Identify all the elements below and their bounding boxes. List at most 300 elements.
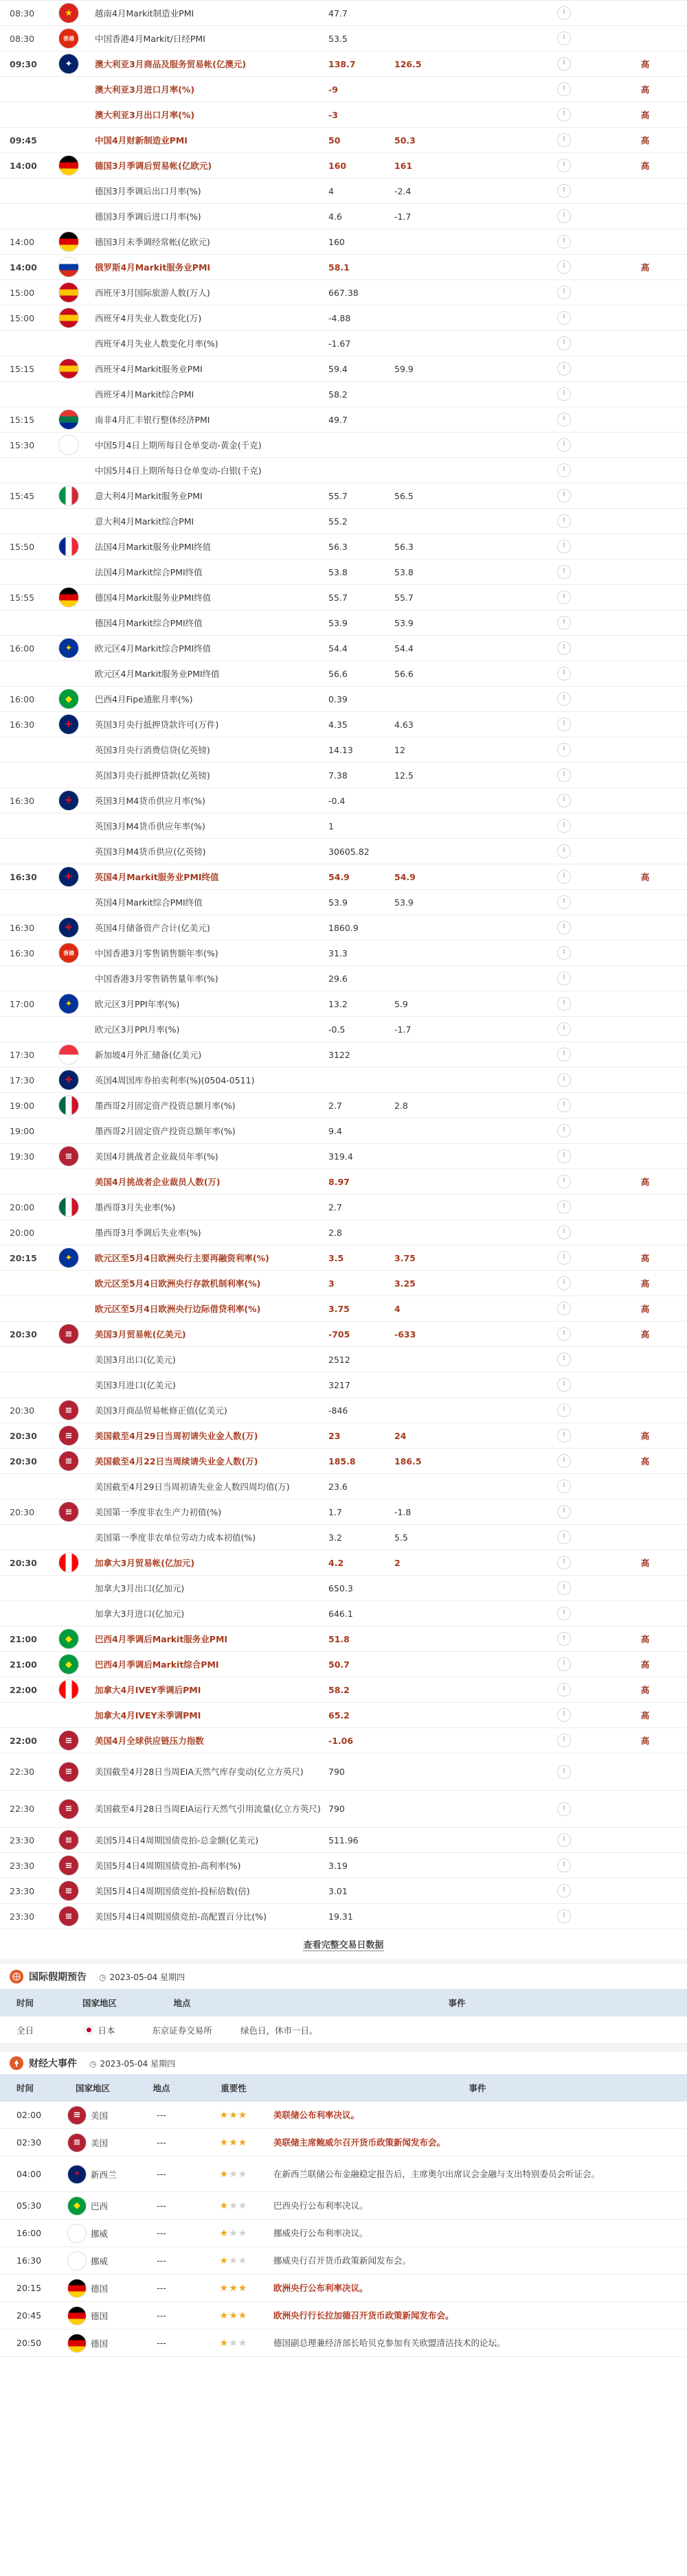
importance-label: 高 [640, 1253, 650, 1263]
alarm-clock-icon[interactable] [557, 1909, 571, 1923]
previous-value: 4.2 [328, 1557, 344, 1568]
calendar-row[interactable] [0, 382, 687, 407]
indicator-name[interactable]: 墨西哥3月失业率(%) [95, 1202, 176, 1212]
calendar-row[interactable] [0, 356, 687, 382]
alarm-clock-icon[interactable] [557, 133, 571, 147]
calendar-row[interactable] [0, 737, 687, 763]
indicator-name[interactable]: 英国4周国库券拍卖利率(%)(0504-0511) [95, 1075, 255, 1085]
forecast-value: 3.25 [394, 1278, 416, 1289]
indicator-name[interactable]: 中国香港4月Markit/日经PMI [95, 34, 205, 44]
alarm-clock-icon[interactable] [557, 1302, 571, 1315]
indicator-name[interactable]: 美国3月贸易帐(亿美元) [95, 1329, 186, 1339]
calendar-row[interactable] [0, 1195, 687, 1220]
alarm-clock-icon[interactable] [557, 57, 571, 71]
alarm-clock-icon[interactable] [557, 1859, 571, 1872]
indicator-name[interactable]: 欧元区3月PPI年率(%) [95, 999, 180, 1009]
calendar-row[interactable] [0, 1322, 687, 1347]
calendar-row[interactable] [0, 26, 687, 51]
calendar-row[interactable] [0, 1068, 687, 1093]
calendar-row[interactable] [0, 458, 687, 483]
calendar-row[interactable] [0, 1169, 687, 1195]
indicator-name[interactable]: 美国截至4月29日当周初请失业金人数四周均值(万) [95, 1482, 290, 1492]
eu-flag-icon: ✦ [58, 1247, 79, 1268]
alarm-clock-icon[interactable] [557, 286, 571, 299]
importance-stars [199, 2255, 268, 2266]
indicator-name[interactable]: 加拿大4月IVEY未季调PMI [95, 1710, 201, 1721]
indicator-name[interactable]: 美国3月出口(亿美元) [95, 1355, 176, 1365]
col-importance: 重要性 [221, 2083, 247, 2093]
indicator-name[interactable]: 墨西哥2月固定资产投资总额年率(%) [95, 1126, 236, 1136]
indicator-name[interactable]: 英国4月Markit综合PMI终值 [95, 897, 203, 908]
calendar-row[interactable] [0, 610, 687, 636]
alarm-clock-icon[interactable] [557, 108, 571, 122]
indicator-name[interactable]: 意大利4月Markit综合PMI [95, 516, 194, 527]
indicator-name[interactable]: 加拿大3月贸易帐(亿加元) [95, 1558, 195, 1568]
alarm-cell [523, 1251, 605, 1265]
indicator-name[interactable]: 美国5月4日4周期国债竞拍-总金额(亿美元) [95, 1835, 259, 1845]
calendar-row[interactable] [0, 966, 687, 991]
alarm-clock-icon[interactable] [557, 1884, 571, 1898]
calendar-row[interactable] [0, 661, 687, 687]
calendar-row[interactable] [0, 1271, 687, 1296]
calendar-row[interactable] [0, 814, 687, 839]
alarm-cell [523, 844, 605, 858]
indicator-name[interactable]: 美国3月商品贸易帐修正值(亿美元) [95, 1405, 227, 1416]
row-flag-cell [45, 3, 92, 23]
indicator-name[interactable]: 澳大利亚3月出口月率(%) [95, 110, 195, 120]
forecast-value: 2 [394, 1557, 401, 1568]
alarm-clock-icon[interactable] [557, 1556, 571, 1569]
indicator-name[interactable]: 德国3月未季调经常帐(亿欧元) [95, 237, 210, 247]
calendar-row[interactable] [0, 864, 687, 890]
star-empty-icon: ★★ [229, 2255, 248, 2266]
indicator-name[interactable]: 英国3月M4货币供应年率(%) [95, 821, 205, 831]
alarm-cell [523, 641, 605, 655]
indicator-name[interactable]: 欧元区至5月4日欧洲央行存款机制利率(%) [95, 1278, 261, 1289]
indicator-name[interactable]: 英国3月央行抵押贷款(亿英镑) [95, 770, 210, 781]
calendar-row[interactable] [0, 407, 687, 433]
alarm-clock-icon[interactable] [557, 921, 571, 934]
calendar-row[interactable] [0, 51, 687, 77]
calendar-row[interactable] [0, 1904, 687, 1929]
indicator-name[interactable]: 美国第一季度非农生产力初值(%) [95, 1507, 222, 1517]
calendar-row[interactable] [0, 915, 687, 941]
indicator-name[interactable]: 英国4月Markit服务业PMI终值 [95, 872, 219, 882]
indicator-name[interactable]: 俄罗斯4月Markit服务业PMI [95, 262, 211, 273]
alarm-clock-icon[interactable] [557, 1403, 571, 1417]
indicator-name[interactable]: 新加坡4月外汇储备(亿美元) [95, 1050, 202, 1060]
alarm-clock-icon[interactable] [557, 1454, 571, 1468]
calendar-row[interactable] [0, 1878, 687, 1904]
calendar-row[interactable] [0, 687, 687, 712]
indicator-name[interactable]: 欧元区4月Markit综合PMI终值 [95, 643, 212, 654]
event-country [62, 2334, 124, 2353]
calendar-row[interactable] [0, 1853, 687, 1878]
alarm-clock-icon[interactable] [557, 540, 571, 553]
calendar-row[interactable] [0, 509, 687, 534]
indicator-name[interactable]: 西班牙3月国际旅游人数(万人) [95, 288, 210, 298]
alarm-clock-icon[interactable] [557, 1276, 571, 1290]
alarm-clock-icon[interactable] [557, 641, 571, 655]
importance-label: 高 [640, 262, 650, 273]
alarm-clock-icon[interactable] [557, 336, 571, 350]
calendar-row[interactable] [0, 1398, 687, 1423]
calendar-row[interactable] [0, 1703, 687, 1728]
indicator-name[interactable]: 美国截至4月22日当周续请失业金人数(万) [95, 1456, 258, 1467]
alarm-clock-icon[interactable] [557, 387, 571, 401]
calendar-row[interactable] [0, 991, 687, 1017]
alarm-clock-icon[interactable] [557, 1327, 571, 1341]
calendar-row[interactable] [0, 255, 687, 280]
previous-value: -1.06 [328, 1735, 354, 1746]
alarm-clock-icon[interactable] [557, 844, 571, 858]
event-row[interactable] [0, 2302, 687, 2330]
alarm-cell [523, 819, 605, 833]
alarm-clock-icon[interactable] [557, 463, 571, 477]
calendar-row[interactable] [0, 1576, 687, 1601]
alarm-clock-icon[interactable] [557, 1048, 571, 1061]
calendar-row[interactable] [0, 229, 687, 255]
calendar-row[interactable] [0, 941, 687, 966]
importance-label: 高 [640, 161, 650, 171]
alarm-clock-icon[interactable] [557, 184, 571, 198]
calendar-row[interactable] [0, 204, 687, 229]
calendar-row[interactable] [0, 483, 687, 509]
indicator-name[interactable]: 德国4月Markit服务业PMI终值 [95, 593, 212, 603]
alarm-clock-icon[interactable] [557, 1708, 571, 1722]
alarm-clock-icon[interactable] [557, 895, 571, 909]
alarm-clock-icon[interactable] [557, 565, 571, 579]
alarm-cell [523, 1708, 605, 1722]
event-description: 美联储公布利率决议。 [273, 2109, 360, 2120]
calendar-row[interactable] [0, 77, 687, 102]
indicator-name[interactable]: 美国5月4日4周期国债竞拍-高利率(%) [95, 1861, 241, 1871]
calendar-row[interactable] [0, 128, 687, 153]
alarm-clock-icon[interactable] [557, 1480, 571, 1493]
alarm-clock-icon[interactable] [557, 997, 571, 1011]
calendar-row[interactable] [0, 1, 687, 26]
indicator-name[interactable]: 德国3月季调后进口月率(%) [95, 211, 201, 222]
alarm-clock-icon[interactable] [557, 1378, 571, 1392]
indicator-name[interactable]: 西班牙4月Markit综合PMI [95, 389, 194, 400]
alarm-clock-icon[interactable] [557, 1099, 571, 1112]
alarm-clock-icon[interactable] [557, 235, 571, 249]
col-country: 国家地区 [82, 1998, 117, 2008]
calendar-row[interactable] [0, 788, 687, 814]
calendar-row[interactable] [0, 1449, 687, 1474]
calendar-row[interactable] [0, 534, 687, 560]
calendar-row[interactable] [0, 1601, 687, 1626]
col-place: 地点 [153, 2083, 170, 2093]
mx-flag-icon [58, 1095, 79, 1116]
alarm-cell [523, 590, 605, 604]
calendar-row[interactable] [0, 1093, 687, 1118]
row-time: 16:30 [10, 719, 35, 730]
indicator-name[interactable]: 德国3月季调后出口月率(%) [95, 186, 201, 196]
calendar-row[interactable] [0, 1525, 687, 1550]
indicator-name[interactable]: 德国3月季调后贸易帐(亿欧元) [95, 161, 212, 171]
indicator-name[interactable]: 巴西4月Fipe通胀月率(%) [95, 694, 193, 704]
previous-value: 59.4 [328, 363, 348, 374]
indicator-name[interactable]: 中国香港3月零售销售量年率(%) [95, 974, 218, 984]
alarm-clock-icon[interactable] [557, 260, 571, 274]
row-time: 15:15 [10, 363, 35, 374]
alarm-clock-icon[interactable] [557, 1607, 571, 1620]
row-flag-cell [45, 1502, 92, 1522]
previous-value: 160 [328, 160, 347, 171]
calendar-row[interactable] [0, 280, 687, 306]
alarm-clock-icon[interactable] [557, 717, 571, 731]
calendar-row[interactable] [0, 331, 687, 356]
alarm-clock-icon[interactable] [557, 1353, 571, 1366]
event-row[interactable] [0, 2192, 687, 2220]
indicator-name[interactable]: 巴西4月季调后Markit综合PMI [95, 1659, 219, 1670]
previous-value: 160 [328, 236, 345, 247]
importance-label: 高 [640, 135, 650, 146]
row-flag-cell [45, 54, 92, 74]
row-flag-cell [45, 1247, 92, 1268]
calendar-row[interactable] [0, 1220, 687, 1245]
indicator-name[interactable]: 欧元区至5月4日欧洲央行边际借贷利率(%) [95, 1304, 261, 1314]
nz-flag-icon: ✶ [67, 2165, 87, 2184]
row-time: 20:30 [10, 1405, 35, 1416]
calendar-row[interactable] [0, 712, 687, 737]
alarm-clock-icon[interactable] [557, 870, 571, 884]
calendar-row[interactable] [0, 1550, 687, 1576]
indicator-name[interactable]: 美国5月4日4周期国债竞拍-高配置百分比(%) [95, 1911, 267, 1922]
indicator-name[interactable]: 英国4月储备资产合计(亿美元) [95, 923, 210, 933]
calendar-row[interactable] [0, 1626, 687, 1652]
alarm-cell [523, 971, 605, 985]
alarm-clock-icon[interactable] [557, 413, 571, 426]
alarm-clock-icon[interactable] [557, 1175, 571, 1188]
calendar-row[interactable] [0, 1042, 687, 1068]
alarm-cell [523, 1581, 605, 1595]
alarm-clock-icon[interactable] [557, 692, 571, 706]
indicator-name[interactable]: 美国截至4月28日当周EIA天然气库存变动(亿立方英尺) [95, 1766, 304, 1777]
calendar-row[interactable] [0, 1372, 687, 1398]
indicator-name[interactable]: 美国4月挑战者企业裁员人数(万) [95, 1177, 221, 1187]
indicator-name[interactable]: 欧元区至5月4日欧洲央行主要再融资利率(%) [95, 1253, 269, 1263]
event-place: --- [157, 2200, 166, 2211]
alarm-cell [523, 1378, 605, 1392]
alarm-clock-icon[interactable] [557, 1226, 571, 1239]
calendar-row[interactable] [0, 560, 687, 585]
calendar-row[interactable] [0, 1753, 687, 1791]
alarm-clock-icon[interactable] [557, 1632, 571, 1646]
alarm-clock-icon[interactable] [557, 616, 571, 630]
event-row[interactable] [0, 2129, 687, 2157]
indicator-name[interactable]: 中国4月财新制造业PMI [95, 135, 188, 146]
calendar-row[interactable] [0, 1144, 687, 1169]
forecast-value: 2.8 [394, 1100, 408, 1111]
alarm-clock-icon[interactable] [557, 1429, 571, 1442]
alarm-clock-icon[interactable] [557, 1833, 571, 1847]
indicator-name[interactable]: 澳大利亚3月进口月率(%) [95, 84, 195, 95]
row-time: 16:30 [10, 922, 35, 933]
calendar-row[interactable] [0, 1652, 687, 1677]
event-time: 02:00 [16, 2110, 42, 2120]
row-time: 20:30 [10, 1430, 37, 1441]
calendar-row[interactable] [0, 763, 687, 788]
calendar-row[interactable] [0, 1296, 687, 1322]
indicator-name[interactable]: 西班牙4月失业人数变化月率(%) [95, 338, 218, 349]
indicator-name[interactable]: 美国3月进口(亿美元) [95, 1380, 176, 1390]
alarm-clock-icon[interactable] [557, 971, 571, 985]
indicator-name[interactable]: 墨西哥3月季调后失业率(%) [95, 1228, 201, 1238]
calendar-row[interactable] [0, 585, 687, 610]
indicator-name[interactable]: 美国截至4月28日当周EIA运行天然气引用流量(亿立方英尺) [95, 1803, 321, 1814]
alarm-clock-icon[interactable] [557, 209, 571, 223]
calendar-row[interactable] [0, 890, 687, 915]
calendar-row[interactable] [0, 1423, 687, 1449]
calendar-row[interactable] [0, 1728, 687, 1753]
calendar-row[interactable] [0, 839, 687, 864]
indicator-name[interactable]: 英国3月央行抵押贷款许可(万件) [95, 720, 219, 730]
alarm-clock-icon[interactable] [557, 1581, 571, 1595]
calendar-row[interactable] [0, 102, 687, 128]
calendar-row[interactable] [0, 1245, 687, 1271]
indicator-name[interactable]: 美国第一季度非农单位劳动力成本初值(%) [95, 1532, 256, 1543]
indicator-name[interactable]: 美国5月4日4周期国债竞拍-投标倍数(倍) [95, 1886, 250, 1896]
previous-value: 31.3 [328, 947, 348, 958]
indicator-name[interactable]: 法国4月Markit服务业PMI终值 [95, 542, 212, 552]
event-row[interactable] [0, 2157, 687, 2192]
indicator-name[interactable]: 美国4月全球供应链压力指数 [95, 1736, 204, 1746]
alarm-clock-icon[interactable] [557, 1251, 571, 1265]
alarm-clock-icon[interactable] [557, 438, 571, 452]
indicator-name[interactable]: 加拿大3月出口(亿加元) [95, 1583, 185, 1594]
previous-value: 47.7 [328, 8, 348, 19]
indicator-name[interactable]: 西班牙4月失业人数变化(万) [95, 313, 202, 323]
us-flag-icon: ≡ [58, 1730, 79, 1751]
alarm-clock-icon[interactable] [557, 1149, 571, 1163]
alarm-clock-icon[interactable] [557, 1073, 571, 1087]
calendar-row[interactable] [0, 179, 687, 204]
calendar-row[interactable] [0, 1791, 687, 1828]
alarm-clock-icon[interactable] [557, 794, 571, 807]
de-flag-icon [67, 2334, 87, 2353]
alarm-clock-icon[interactable] [557, 1802, 571, 1816]
indicator-name[interactable]: 欧元区4月Markit服务业PMI终值 [95, 669, 220, 679]
indicator-name[interactable]: 意大利4月Markit服务业PMI [95, 491, 203, 501]
indicator-name[interactable]: 墨西哥2月固定资产投资总额月率(%) [95, 1101, 236, 1111]
indicator-name[interactable]: 加拿大4月IVEY季调后PMI [95, 1685, 201, 1695]
event-row[interactable] [0, 2330, 687, 2357]
alarm-clock-icon[interactable] [557, 1200, 571, 1214]
previous-value: 511.96 [328, 1835, 359, 1845]
indicator-name[interactable]: 德国4月Markit综合PMI终值 [95, 618, 203, 628]
previous-value: 4.35 [328, 719, 348, 730]
alarm-clock-icon[interactable] [557, 311, 571, 325]
previous-value: 2512 [328, 1354, 350, 1365]
row-flag-cell [45, 1906, 92, 1927]
br-flag-icon: ◆ [67, 2196, 87, 2216]
row-flag-cell [45, 1044, 92, 1065]
alarm-clock-icon[interactable] [557, 362, 571, 376]
event-row[interactable] [0, 2102, 687, 2129]
row-time: 19:30 [10, 1151, 35, 1162]
indicator-name[interactable]: 加拿大3月进口(亿加元) [95, 1609, 185, 1619]
calendar-row[interactable] [0, 1347, 687, 1372]
holiday-header [0, 1959, 687, 1989]
indicator-name[interactable]: 越南4月Markit制造业PMI [95, 8, 194, 19]
alarm-clock-icon[interactable] [557, 159, 571, 172]
indicator-name[interactable]: 英国3月央行消费信贷(亿英镑) [95, 745, 210, 755]
alarm-clock-icon[interactable] [557, 514, 571, 528]
alarm-clock-icon[interactable] [557, 1530, 571, 1544]
events-table-header [0, 2074, 687, 2102]
previous-value: 56.6 [328, 668, 348, 679]
row-flag-cell [45, 257, 92, 277]
calendar-row[interactable] [0, 306, 687, 331]
view-full-data-link[interactable]: 查看完整交易日数据 [303, 1940, 384, 1951]
calendar-row[interactable] [0, 1118, 687, 1144]
us-flag-icon: ≡ [67, 2106, 87, 2125]
indicator-name[interactable]: 美国截至4月29日当周初请失业金人数(万) [95, 1431, 258, 1441]
de-flag-icon [67, 2279, 87, 2298]
forecast-value: 53.8 [394, 566, 414, 577]
indicator-name[interactable]: 西班牙4月Markit服务业PMI [95, 364, 203, 374]
alarm-clock-icon[interactable] [557, 743, 571, 757]
previous-value: 55.2 [328, 516, 348, 527]
alarm-clock-icon[interactable] [557, 1505, 571, 1519]
indicator-name[interactable]: 中国5月4日上期所每日仓单变动-黄金(千克) [95, 440, 262, 450]
calendar-row[interactable] [0, 153, 687, 179]
calendar-row[interactable] [0, 1677, 687, 1703]
alarm-clock-icon[interactable] [557, 946, 571, 960]
alarm-clock-icon[interactable] [557, 32, 571, 45]
event-row[interactable] [0, 2275, 687, 2302]
indicator-name[interactable]: 南非4月汇丰银行整体经济PMI [95, 415, 210, 425]
alarm-clock-icon[interactable] [557, 819, 571, 833]
indicator-name[interactable]: 中国香港3月零售销售额年率(%) [95, 948, 218, 958]
alarm-clock-icon[interactable] [557, 1022, 571, 1036]
alarm-clock-icon[interactable] [557, 489, 571, 503]
indicator-name[interactable]: 中国5月4日上期所每日仓单变动-白银(千克) [95, 465, 262, 476]
alarm-clock-icon[interactable] [557, 1683, 571, 1697]
alarm-clock-icon[interactable] [557, 768, 571, 782]
indicator-name[interactable]: 澳大利亚3月商品及服务贸易帐(亿澳元) [95, 59, 247, 69]
indicator-name[interactable]: 美国4月挑战者企业裁员年率(%) [95, 1151, 218, 1162]
alarm-clock-icon[interactable] [557, 667, 571, 680]
alarm-clock-icon[interactable] [557, 1765, 571, 1779]
calendar-row[interactable] [0, 1499, 687, 1525]
calendar-row[interactable] [0, 1474, 687, 1499]
alarm-clock-icon[interactable] [557, 1124, 571, 1138]
event-row[interactable] [0, 2220, 687, 2247]
indicator-name[interactable]: 英国3月M4货币供应月率(%) [95, 796, 205, 806]
forecast-value: 12.5 [394, 770, 414, 781]
indicator-name[interactable]: 欧元区3月PPI月率(%) [95, 1024, 180, 1035]
alarm-clock-icon[interactable] [557, 590, 571, 604]
alarm-clock-icon[interactable] [557, 6, 571, 20]
event-row[interactable] [0, 2247, 687, 2275]
calendar-row[interactable] [0, 1828, 687, 1853]
calendar-row[interactable] [0, 1017, 687, 1042]
indicator-name[interactable]: 英国3月M4货币供应(亿英镑) [95, 847, 206, 857]
calendar-row[interactable] [0, 433, 687, 458]
br-flag-icon: ◆ [58, 1654, 79, 1675]
previous-value: 51.8 [328, 1633, 350, 1644]
alarm-clock-icon[interactable] [557, 82, 571, 96]
indicator-name[interactable]: 法国4月Markit综合PMI终值 [95, 567, 203, 577]
alarm-clock-icon[interactable] [557, 1734, 571, 1747]
importance-stars [199, 2283, 268, 2294]
calendar-row[interactable] [0, 636, 687, 661]
indicator-name[interactable]: 巴西4月季调后Markit服务业PMI [95, 1634, 228, 1644]
alarm-clock-icon[interactable] [557, 1657, 571, 1671]
